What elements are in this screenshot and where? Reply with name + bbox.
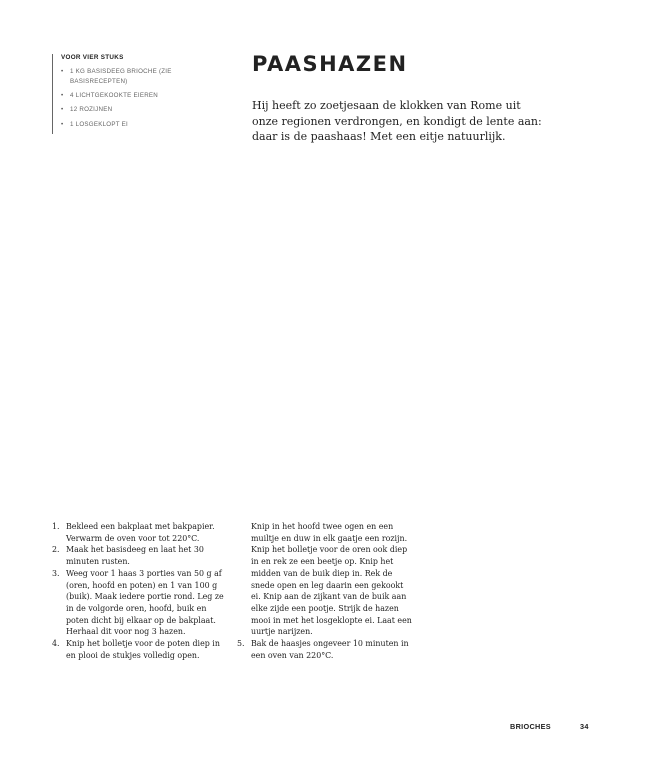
step-item [52, 521, 230, 544]
recipe-title: PAASHAZEN [252, 52, 408, 76]
ingredients-list [61, 67, 221, 129]
steps-column-left [52, 521, 230, 661]
recipe-intro: Hij heeft zo zoetjesaan de klokken van Rome uit onze regionen verdrongen, en kondigt de lente aan: daar is de paashaas! Met een eitje natuurlijk. [252, 99, 542, 144]
step-text: Weeg voor 1 haas 3 porties van 50 g af (oren, hoofd en poten) en 1 van 100 g (buik). Maak iedere portie rond. Leg ze in de volgorde oren, hoofd, buik en poten dicht bij elkaar op de bakplaat. Herhaal dit voor nog 3 hazen. [66, 568, 224, 637]
ingredient-item: • 1 LOSGEKLOPT EI [61, 120, 221, 130]
step-item [52, 544, 230, 567]
step-item [237, 638, 415, 661]
step-number: 4. [52, 639, 60, 649]
ingredients-title: VOOR VIER STUKS [61, 54, 124, 61]
step-text: Maak het basisdeeg en laat het 30 minuten rusten. [66, 545, 204, 567]
step-number: 1. [52, 522, 60, 531]
ingredient-item: • 12 ROZIJNEN [61, 105, 221, 115]
ingredient-item: • 1 KG BASISDEEG BRIOCHE (ZIE BASISRECEPTEN) [61, 67, 221, 87]
ingredients-box [52, 54, 221, 134]
step-text: Knip het bolletje voor de poten diep in en plooi de stukjes volledig open. [66, 639, 220, 660]
step-item [52, 568, 230, 638]
step-number: 3. [52, 568, 60, 578]
footer-section-name: BRIOCHES [510, 722, 551, 731]
ingredient-item: • 4 LICHTGEKOOKTE EIEREN [61, 91, 221, 101]
step-number: 5. [237, 639, 245, 649]
step-text: Knip in het hoofd twee ogen en een muiltje en duw in elk gaatje een rozijn. Knip het bolletje voor de oren ook diep in en rek ze een beetje op. Knip het midden van de buik diep in. Rek de snede open en leg daarin een gekookt ei. Knip aan de zijkant van de buik aan elke zijde een pootje. Strijk de hazen mooi in met het losgeklopte ei. Laat een uurtje narijzen. [251, 522, 412, 637]
page-number: 34 [580, 722, 589, 731]
step-text: Bak de haasjes ongeveer 10 minuten in een oven van 220°C. [251, 639, 409, 660]
steps-column-right [237, 521, 415, 661]
step-continuation [237, 521, 415, 638]
step-number: 2. [52, 545, 60, 555]
step-item [52, 638, 230, 661]
step-text: Bekleed een bakplaat met bakpapier. Verwarm de oven voor tot 220°C. [66, 522, 215, 543]
